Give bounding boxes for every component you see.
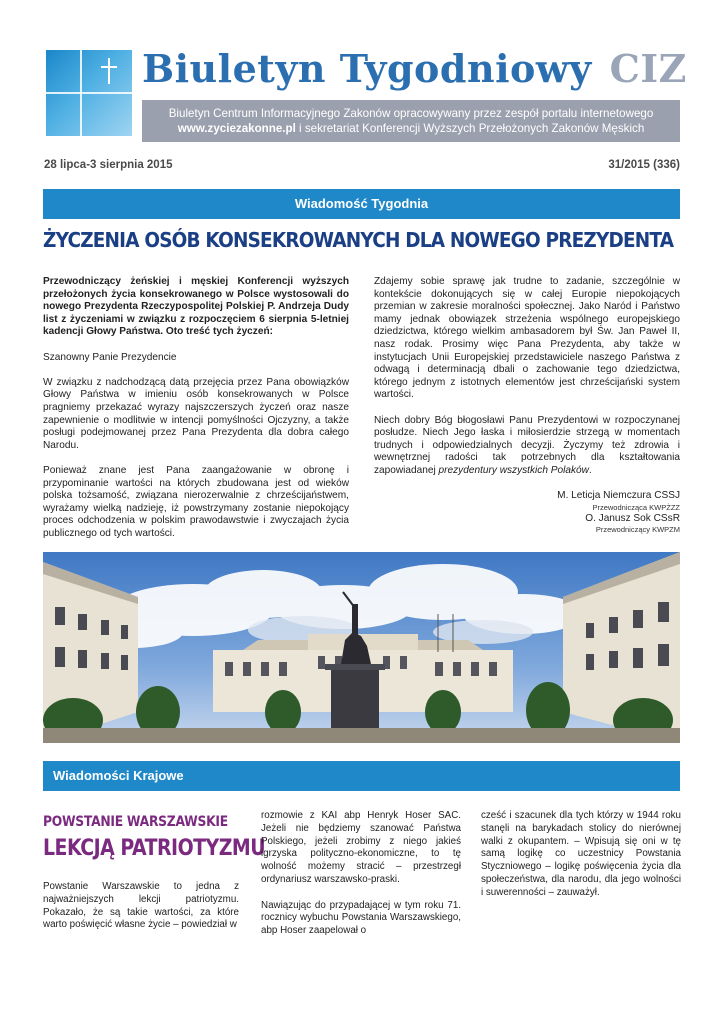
article2-paragraph: rozmowie z KAI abp Henryk Hoser SAC. Jeżeli nie będziemy szanować Państwa Polskiego, jeżeli zrobimy z niego jakieś igrzyska polityczno-ekonomiczne, to tę wolność możemy stracić – przestrzegł ordynariusz warszawsko-praski. [261, 810, 461, 885]
issue-date: 28 lipca-3 sierpnia 2015 [44, 159, 173, 171]
ciz-logo [46, 50, 132, 136]
article2-column-2 [261, 810, 461, 951]
article2-column-3 [481, 810, 681, 912]
article-italic-text: prezydentury wszystkich Polaków [438, 464, 589, 476]
section-label-weekly-news: Wiadomość Tygodnia [43, 189, 680, 219]
article2-paragraph: Powstanie Warszawskie to jedna z najważniejszych lekcji patriotyzmu. Pokazało, że są takie wartości, za które warto poświęcić własne życie – powiedział w [43, 881, 239, 931]
bulletin-title-text: Biuletyn Tygodniowy [142, 46, 592, 91]
issue-number: 31/2015 (336) [608, 159, 680, 171]
article-salutation: Szanowny Panie Prezydencie [43, 351, 177, 363]
article-paragraph [374, 415, 680, 478]
article-paragraph: Ponieważ znane jest Pana zaangażowanie w obronę i przypominanie wartości na których zbudowana jest od wieków polska tożsamość, związana nierozerwalnie z chrześcijaństwem, wyrażamy wielką nadzieję, iż powstrzymany zostanie niepokojący proces odchodzenia w polskim prawodawstwie i zwyczajach życia publicznego od tych wartości. [43, 464, 349, 539]
bulletin-title [142, 46, 687, 91]
article-headline: ŻYCZENIA OSÓB KONSEKROWANYCH DLA NOWEGO PREZYDENTA [43, 228, 674, 252]
subtitle-line2 [142, 121, 680, 136]
article2-paragraph: cześć i szacunek dla tych którzy w 1944 roku stanęli na barykadach stolicy do nierównej walki z okupantem. – Wpisują się oni w tę samą logikę co uczestnicy Powstania Styczniowego – logikę poświęcenia życia dla społeczeństwa, dla narodu, dla jego wolności i suwerenności – zauważył. [481, 810, 681, 898]
signature-name: O. Janusz Sok CSsR [585, 512, 680, 524]
article2-title-line2: LEKCJĄ PATRIOTYZMU [43, 836, 266, 861]
signature-role: Przewodniczący KWPZM [595, 525, 680, 535]
signature-name: M. Leticja Niemczura CSSJ [557, 490, 680, 502]
article-column-2 [374, 276, 680, 535]
article2-paragraph: Nawiązując do przypadającej w tym roku 71. rocznicy wybuchu Powstania Warszawskiego, abp Hoser zaapelował o [261, 899, 461, 937]
website-link[interactable]: www.zyciezakonne.pl [177, 122, 296, 135]
article-paragraph-text: Niech dobry Bóg błogosławi Panu Prezydentowi w rozpoczynanej posłudze. Niech Jego łaska i miłosierdzie strzegą w momentach trudnych i odpowiedzialnych decyzji. Życzymy też zdrowia i wewnętrznej radości tak potrzebnych dla kształtowania zapowiadanej [374, 414, 680, 476]
article-lead: Przewodniczący żeńskiej i męskiej Konferencji wyższych przełożonych życia konsekrowanego w Polsce wystosowali do nowego Prezydenta Rzeczypospolitej Polskiej P. Andrzeja Dudy list z życzeniami w związku z rozpoczęciem 6 sierpnia 5-letniej kadencji Głowy Państwa. Oto treść tych życzeń: [43, 276, 349, 338]
article2-title-line1: POWSTANIE WARSZAWSKIE [43, 814, 228, 830]
signature-role: Przewodnicząca KWPŻZZ [592, 502, 680, 512]
subtitle-bar [142, 100, 680, 142]
section-label-national-news: Wiadomości Krajowe [43, 761, 680, 791]
bulletin-abbr: CIZ [609, 46, 687, 91]
article-paragraph: W związku z nadchodzącą datą przejęcia przez Pana obowiązków Głowy Państwa w imieniu osób konsekrowanych w Polsce pragniemy przekazać wyrazy najszczerszych życzeń oraz nasze zapewnienie o modlitwie w intencji pomyślności Ojczyzny, a także posługi podejmowanej przez Pana Prezydenta dla dobra całego Narodu. [43, 376, 349, 451]
subtitle-line1: Biuletyn Centrum Informacyjnego Zakonów opracowywany przez zespół portalu internetowego [168, 107, 654, 120]
article-column-1 [43, 276, 349, 553]
signatures [374, 490, 680, 535]
subtitle-line2-rest: i sekretariat Konferencji Wyższych Przełożonych Zakonów Męskich [295, 122, 645, 135]
article2-column-1 [43, 881, 239, 945]
presidential-palace-photo [43, 552, 680, 743]
article-paragraph: Zdajemy sobie sprawę jak trudne to zadanie, szczególnie w kontekście dokonujących się w całej Europie niepokojących przemian w zakresie moralności społecznej. Jako Naród i Państwo mamy jednak obowiązek strzeżenia wspólnego europejskiego dziedzictwa, którego wielkim ambasadorem był Św. Jan Paweł II, nasz rodak. Prosimy więc Pana Prezydenta, aby także w instytucjach Unii Europejskiej przedstawiciele naszego Państwa z odwagą i determinacją dbali o zachowanie tego dziedzictwa, którego jednym z istotnych elementów jest chrześcijański system wartości. [374, 276, 680, 401]
article-paragraph-end: . [588, 464, 592, 476]
